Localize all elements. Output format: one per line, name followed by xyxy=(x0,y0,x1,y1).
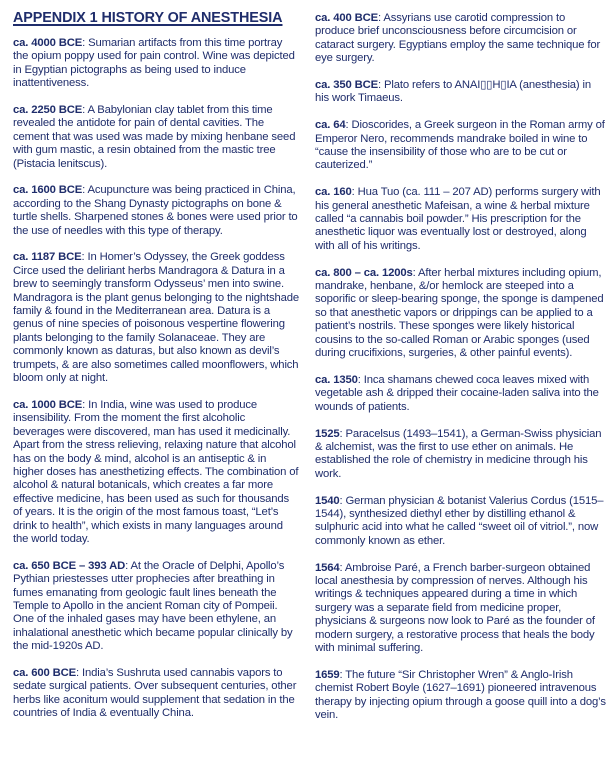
entry-text: : Dioscorides, a Greek surgeon in the Roman army of Emperor Nero, recommends mandrake boiled in wine to “cause the insensibility of those who are to be cut or cauterized.” xyxy=(315,119,605,172)
entry-date: ca. 650 BCE – 393 AD xyxy=(13,559,126,572)
entry-text: : Inca shamans chewed coca leaves mixed with vegetable ash & dripped their cocaine-laden saliva into the wounds of patients. xyxy=(315,373,599,413)
timeline-entry xyxy=(13,251,299,385)
right-column xyxy=(315,8,607,775)
entry-text: : A Babylonian clay tablet from this time revealed the antidote for pain of dental cavities. The cement that was used was made by mixing henbane seed with gum mastic, a resin obtained from the mastic tree (Pistacia lenitscus). xyxy=(13,104,296,170)
entry-text: : Paracelsus (1493–1541), a German-Swiss physician & alchemist, was the first to use ether on animals. He established the role of chemistry in medicine through his work. xyxy=(315,427,602,480)
entry-date: 1540 xyxy=(315,494,340,507)
entry-text: : Hua Tuo (ca. 111 – 207 AD) performs surgery with his general anesthetic Mafeisan, a wine & herbal mixture called “a cannabis boil powder.” His prescription for the anesthetic liquor was eventually lost or destroyed, along with all of his writings. xyxy=(315,186,601,252)
entry-date: 1659 xyxy=(315,668,340,681)
page-title: APPENDIX 1 HISTORY OF ANESTHESIA xyxy=(13,10,283,26)
timeline-entry xyxy=(315,119,607,173)
timeline-entry xyxy=(315,79,607,106)
entry-text: : India’s Sushruta used cannabis vapors to sedate surgical patients. Over subsequent centuries, other herbs like aconitum would supplement that sedation in the countries of India & eventually China. xyxy=(13,667,297,720)
entry-text: : German physician & botanist Valerius Cordus (1515–1544), synthesized diethyl ether by distilling ethanol & sulphuric acid into what he called “sweet oil of vitriol.”, now commonly known as ether. xyxy=(315,494,604,547)
timeline-entry xyxy=(13,104,299,171)
entry-date: ca. 1000 BCE xyxy=(13,398,83,411)
timeline-entry xyxy=(315,669,607,723)
entry-text: : In India, wine was used to produce insensibility. From the moment the first alcoholic beverages were discovered, man has used it medicinally. Apart from the stress relieving, relaxing nature that alcohol has on the body & mind, alcohol is an antiseptic & in higher doses has anesthetizing effects. The combination of alcohol & natural botanicals, which creates a far more effective medicine, has been used as such for thousands of years. It is the origin of the most famous toast, “Let’s drink to health”, which exists in many languages around the world today. xyxy=(13,398,299,545)
entry-date: 1525 xyxy=(315,427,340,440)
timeline-entry xyxy=(13,560,299,654)
entry-text: : Ambroise Paré, a French barber-surgeon obtained local anesthesia by compression of nerves. Although his writings & techniques appeared during a time in which surgery was a separate field from medicine proper, physicians & surgeons now look to Paré as the founder of modern surgery, a restorative process that heals the body with minimal suffering. xyxy=(315,561,595,654)
entry-date: ca. 4000 BCE xyxy=(13,37,83,49)
entry-text: : The future “Sir Christopher Wren” & Anglo-Irish chemist Robert Boyle (1627–1691) pioneered intravenous therapy by injecting opium through a goose quill into a dog’s vein. xyxy=(315,668,606,721)
entry-date: ca. 1350 xyxy=(315,373,358,386)
entry-text: : Sumarian artifacts from this time portray the opium poppy used for pain control. Wine was depicted in Egyptian pictographs as being used to induce inattentiveness. xyxy=(13,37,295,90)
entry-date: ca. 2250 BCE xyxy=(13,104,83,117)
entry-date: ca. 600 BCE xyxy=(13,667,77,679)
timeline-entry xyxy=(13,667,299,721)
entry-date: 1564 xyxy=(315,561,340,574)
entry-date: ca. 350 BCE xyxy=(315,79,379,92)
timeline-entry xyxy=(13,37,299,91)
left-column xyxy=(13,8,299,775)
entry-date: ca. 64 xyxy=(315,119,346,132)
entry-date: ca. 800 – ca. 1200s xyxy=(315,266,413,279)
entry-text: : At the Oracle of Delphi, Apollo’s Pythian priestesses utter prophecies after breathing in fumes emanating from geologic fault lines beneath the Temple to Apollo in the ancient Roman city of Pompeii. One of the inhaled gases may have been ethylene, an inhalational anesthetic which became popular clinically by the mid-1920s AD. xyxy=(13,559,293,653)
timeline-entry xyxy=(315,12,607,66)
entry-text: : Assyrians use carotid compression to produce brief unconsciousness before circumcision or cataract surgery. Egyptians employ the same technique for eye surgery. xyxy=(315,12,601,65)
timeline-entry xyxy=(13,184,299,238)
timeline-entry xyxy=(315,495,607,549)
entry-date: ca. 1600 BCE xyxy=(13,184,83,197)
timeline-entry xyxy=(315,374,607,414)
entry-date: ca. 160 xyxy=(315,186,352,199)
entry-text: : Acupuncture was being practiced in China, according to the Shang Dynasty pictographs on bone & turtle shells. Sharpened stones & bones were used prior to the use of needles with this type of therapy. xyxy=(13,184,298,237)
entry-text: : After herbal mixtures including opium, mandrake, henbane, &/or hemlock are steeped into a soporific or sleep-bearing sponge, the sponge is dampened so that anesthetic vapors or drippings can be applied to a patient’s nostrils. These sponges were likely historical cousins to the so-called Roman or Arabic sponges (used during crucifixions, surgeries, & other painful events). xyxy=(315,266,604,360)
entry-text: : In Homer’s Odyssey, the Greek goddess Circe used the deliriant herbs Mandragora & Datura in a brew to seemingly transform Odysseus’ men into swine. Mandragora is the plant genus belonging to the nightshade family & found in the Mediterranean area. Datura is a genus of nine species of poisonous vespertine flowering plants belonging to the family Solanaceae. They are commonly known as daturas, but also known as devil’s trumpets, & are also sometimes called moonflowers, which bloom only at night. xyxy=(13,251,300,385)
entry-date: ca. 1187 BCE xyxy=(13,251,82,264)
timeline-entry xyxy=(315,428,607,482)
timeline-entry xyxy=(315,562,607,656)
entry-date: ca. 400 BCE xyxy=(315,12,379,24)
timeline-entry xyxy=(315,186,607,253)
timeline-entry xyxy=(315,267,607,361)
timeline-entry xyxy=(13,399,299,546)
entry-text: : Plato refers to ANAI▯▯H▯IA (anesthesia) in his work Timaeus. xyxy=(315,79,592,105)
